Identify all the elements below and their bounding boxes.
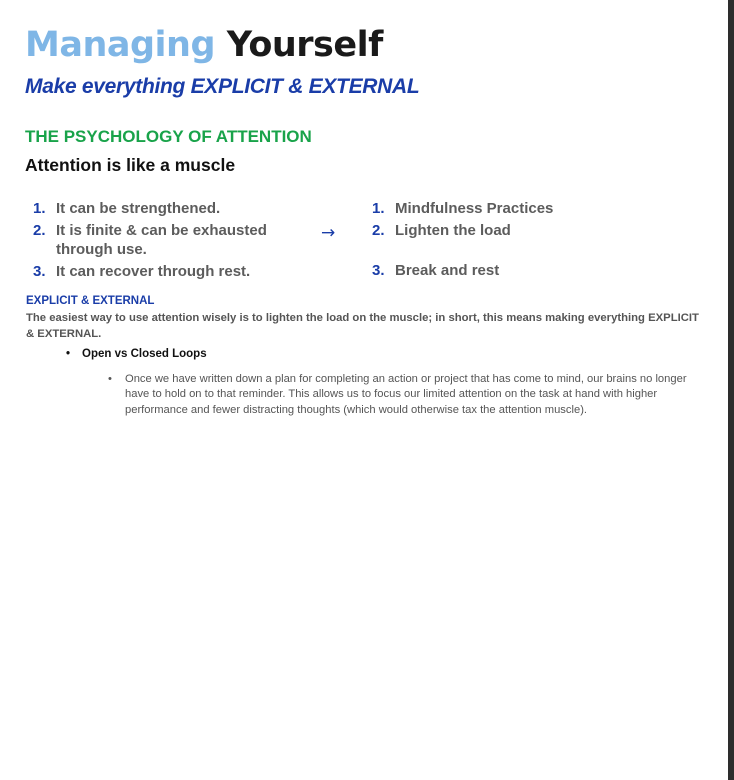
list-text: It can recover through rest.	[56, 263, 251, 280]
list-text: Mindfulness Practices	[395, 200, 554, 217]
page-subtitle: Make everything EXPLICIT & EXTERNAL	[25, 75, 420, 98]
sub-bullet-text: Once we have written down a plan for completing an action or project that has come to mind, our brains no longer have to hold on to that reminder. This allows us to focus our limited attention on the task at hand with higher performance and fewer distracting thoughts (which would otherwise tax the attention muscle).	[125, 373, 687, 416]
list-text: It is finite & can be exhausted through use.	[56, 222, 267, 258]
title-yourself: Yourself	[226, 25, 383, 65]
list-text: Break and rest	[395, 262, 500, 279]
list-number: 1.	[33, 200, 46, 217]
title-managing: Managing	[25, 25, 216, 65]
arrow-right-icon: →	[321, 223, 336, 243]
list-number: 2.	[33, 222, 46, 239]
explicit-heading: EXPLICIT & EXTERNAL	[26, 295, 155, 307]
page-edge-divider	[728, 0, 734, 780]
list-number: 2.	[372, 222, 385, 239]
page-title	[25, 21, 383, 69]
attention-heading: Attention is like a muscle	[25, 155, 236, 175]
list-number: 1.	[372, 200, 385, 217]
list-number: 3.	[372, 262, 385, 279]
list-number: 3.	[33, 263, 46, 280]
section-heading: THE PSYCHOLOGY OF ATTENTION	[25, 127, 312, 146]
bullet-label: Open vs Closed Loops	[82, 348, 207, 360]
explicit-body-text: The easiest way to use attention wisely is to lighten the load on the muscle; in short, this means making everything EXPLICIT & EXTERNAL.	[26, 312, 699, 340]
bullet-dot-icon: •	[66, 348, 71, 360]
bullet-dot-icon: •	[108, 373, 112, 385]
list-text: Lighten the load	[395, 222, 511, 239]
list-text: It can be strengthened.	[56, 200, 221, 217]
